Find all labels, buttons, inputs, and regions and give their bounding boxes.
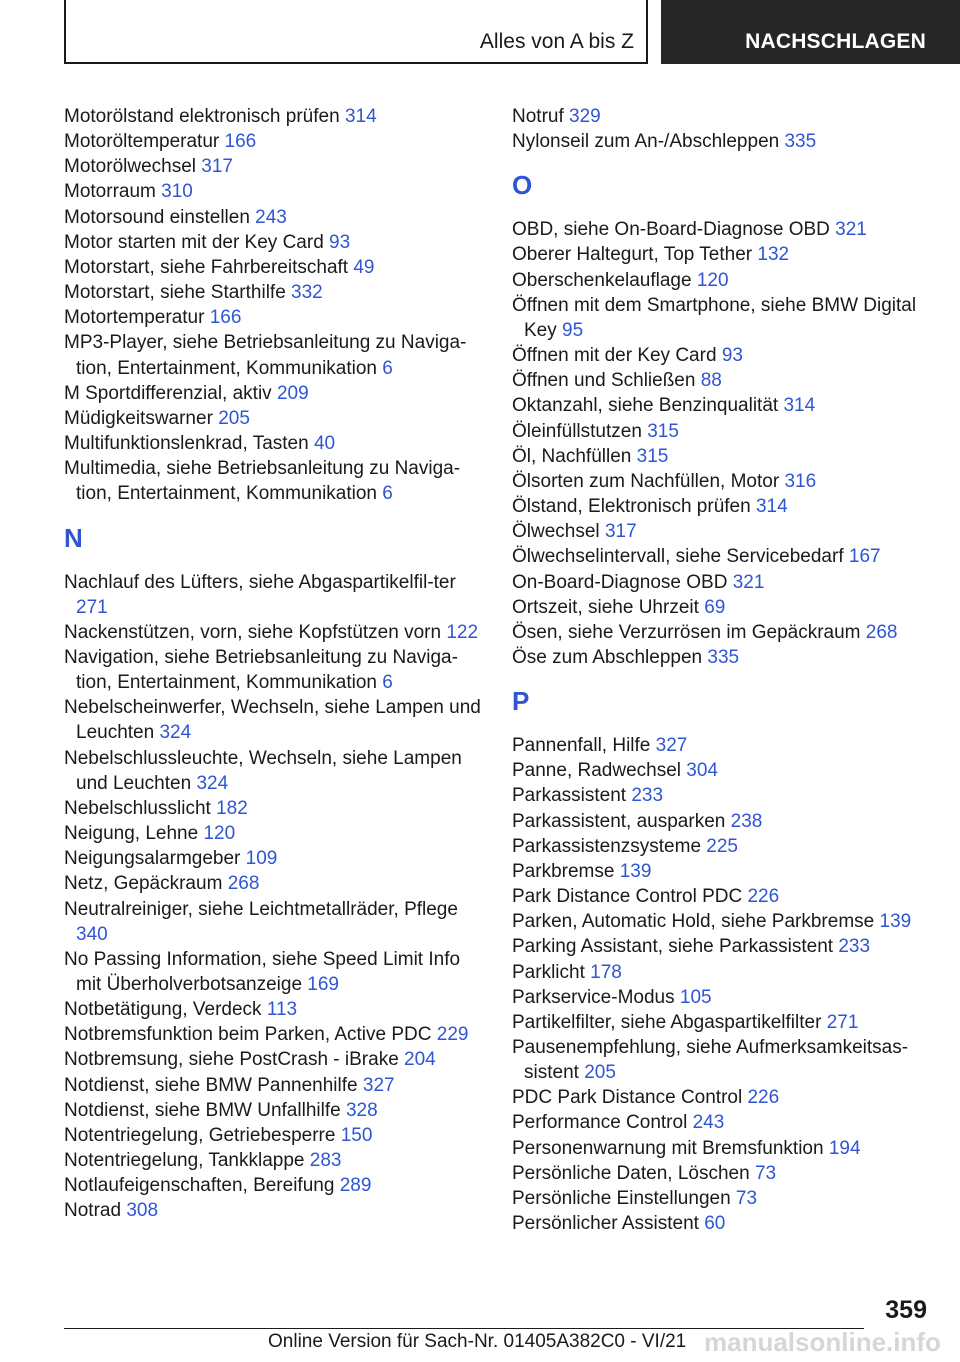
page-reference-link[interactable]: 40 — [313, 433, 336, 455]
index-entry-text: Park Distance Control PDC — [512, 886, 743, 908]
page-reference-link[interactable]: 120 — [696, 269, 729, 291]
page-reference-link[interactable]: 243 — [255, 206, 287, 228]
index-entry-text: Notruf — [512, 106, 564, 127]
index-entry — [512, 1186, 932, 1211]
page-reference-link[interactable]: 194 — [828, 1137, 861, 1159]
header-chapter-tab — [661, 0, 960, 64]
index-entry-text: Öffnen mit dem Smartphone, siehe BMW Digital Key — [512, 294, 917, 341]
index-entry — [64, 179, 484, 204]
index-entry — [64, 456, 484, 506]
page-reference-link[interactable]: 327 — [362, 1074, 395, 1096]
header-section-box — [64, 0, 648, 64]
index-entry — [64, 280, 484, 305]
index-entry-text: Ölstand, Elektronisch prüfen — [512, 496, 751, 518]
page-reference-link[interactable]: 49 — [353, 256, 375, 278]
page-reference-link[interactable]: 233 — [838, 936, 871, 958]
page-reference-link[interactable]: 178 — [590, 961, 622, 983]
index-letter-heading: O — [512, 170, 533, 201]
index-entry — [64, 1047, 484, 1072]
index-entry-text: Notbremsung, siehe PostCrash - iBrake — [64, 1049, 399, 1071]
index-entry — [512, 1035, 932, 1085]
index-entry — [64, 230, 484, 255]
index-entry-text: Persönliche Einstellungen — [512, 1187, 731, 1209]
index-entry — [64, 1022, 484, 1047]
index-entry — [512, 1010, 932, 1035]
page-reference-link[interactable]: 139 — [619, 860, 652, 882]
index-entry — [512, 884, 932, 909]
index-entry — [64, 129, 484, 154]
index-entry — [512, 1110, 932, 1135]
index-entry — [64, 1073, 484, 1098]
page-reference-link[interactable]: 120 — [203, 823, 236, 845]
index-entry — [512, 934, 932, 959]
index-entry-text: Öleinfüllstutzen — [512, 420, 642, 442]
page-reference-link[interactable]: 93 — [721, 345, 743, 367]
page-reference-link[interactable]: 329 — [569, 106, 601, 127]
index-entry — [64, 431, 484, 456]
index-entry — [64, 1098, 484, 1123]
index-entry — [64, 1198, 484, 1223]
index-entry — [512, 595, 932, 620]
index-entry — [64, 205, 484, 230]
index-entry-text: Öffnen mit der Key Card — [512, 345, 717, 367]
page-reference-link[interactable]: 321 — [732, 571, 765, 593]
index-entry-text: Multimedia, siehe Betriebsanleitung zu Naviga‐tion, Entertainment, Kommunikation — [64, 458, 461, 505]
page-reference-link[interactable]: 283 — [309, 1150, 342, 1172]
index-entry-text: Motorraum — [64, 181, 156, 203]
index-entry-text: Partikelfilter, siehe Abgaspartikelfilter — [512, 1011, 822, 1033]
index-entry-text: Müdigkeitswarner — [64, 407, 213, 429]
index-entry — [512, 129, 932, 154]
index-entry-text: Ölsorten zum Nachfüllen, Motor — [512, 470, 780, 492]
index-entry-text: Motorölstand elektronisch prüfen — [64, 106, 340, 127]
page-reference-link[interactable]: 166 — [209, 307, 242, 329]
page-reference-link[interactable]: 335 — [784, 131, 817, 153]
index-entry-text: Pausenempfehlung, siehe Aufmerksamkeitsas‐sistent — [512, 1037, 909, 1084]
index-entry-text: Notdienst, siehe BMW Unfallhilfe — [64, 1099, 341, 1121]
index-entry-text: Notdienst, siehe BMW Pannenhilfe — [64, 1074, 358, 1096]
index-entry-text: Parkassistent, ausparken — [512, 810, 726, 832]
index-entry-text: Motorstart, siehe Starthilfe — [64, 282, 286, 304]
index-entry-text: Parkassistenzsysteme — [512, 835, 702, 857]
index-entry-text: Nebelschlusslicht — [64, 797, 211, 819]
index-entry — [512, 1211, 932, 1236]
page-reference-link[interactable]: 289 — [339, 1175, 372, 1197]
index-entry-text: Nebelscheinwerfer, Wechseln, siehe Lampen und Leuchten — [64, 697, 481, 744]
index-entry — [512, 620, 932, 645]
index-entry-text: Navigation, siehe Betriebsanleitung zu Naviga‐tion, Entertainment, Kommunikation — [64, 646, 458, 694]
index-entry — [512, 909, 932, 934]
page-reference-link[interactable]: 6 — [382, 357, 393, 379]
page-reference-link[interactable]: 139 — [879, 911, 912, 933]
index-entry — [512, 343, 932, 368]
index-entry — [512, 645, 932, 670]
page-reference-link[interactable]: 271 — [76, 596, 108, 618]
index-entry-text: Motortemperatur — [64, 307, 205, 329]
index-entry — [64, 897, 484, 947]
page-reference-link[interactable]: 6 — [382, 483, 393, 505]
index-entry-text: Neigung, Lehne — [64, 823, 199, 845]
page-reference-link[interactable]: 310 — [161, 181, 193, 203]
index-entry — [64, 997, 484, 1022]
index-entry-text: Notentriegelung, Tankklappe — [64, 1150, 305, 1172]
index-entry-text: Öffnen und Schließen — [512, 370, 696, 392]
index-entry — [512, 834, 932, 859]
index-entry-text: Performance Control — [512, 1112, 688, 1134]
index-entry — [64, 1123, 484, 1148]
index-entry-text: Notbremsfunktion beim Parken, Active PDC — [64, 1024, 432, 1046]
page-reference-link[interactable]: 324 — [159, 722, 192, 744]
index-entry-text: Nackenstützen, vorn, siehe Kopfstützen vorn — [64, 621, 442, 643]
page-reference-link[interactable]: 73 — [754, 1162, 777, 1184]
index-entry-text: Neutralreiniger, siehe Leichtmetallräder, Pflege — [64, 898, 458, 920]
index-entry — [512, 444, 932, 469]
index-entry — [512, 1085, 932, 1110]
page-reference-link[interactable]: 95 — [562, 319, 584, 341]
index-entry — [512, 494, 932, 519]
page-reference-link[interactable]: 268 — [865, 621, 898, 643]
index-entry-text: Panne, Radwechsel — [512, 760, 681, 782]
index-entry — [512, 544, 932, 569]
page-reference-link[interactable]: 328 — [345, 1099, 378, 1121]
index-entry — [512, 368, 932, 393]
index-entry — [512, 960, 932, 985]
page-reference-link[interactable]: 169 — [307, 974, 339, 995]
page-reference-link[interactable]: 60 — [704, 1213, 726, 1235]
index-entry — [64, 620, 484, 645]
index-entry-text: Motor starten mit der Key Card — [64, 231, 324, 253]
index-entry-text: No Passing Information, siehe Speed Limit Info mit Überholverbotsanzeige — [64, 948, 461, 995]
index-entry-text: Parkservice-Modus — [512, 986, 675, 1008]
index-entry-text: PDC Park Distance Control — [512, 1087, 743, 1109]
index-entry-text: Notentriegelung, Getriebesperre — [64, 1124, 336, 1146]
page-reference-link[interactable]: 182 — [216, 797, 248, 819]
page-reference-link[interactable]: 315 — [647, 420, 679, 442]
page-reference-link[interactable]: 150 — [340, 1124, 373, 1146]
index-entry — [512, 419, 932, 444]
index-entry — [512, 519, 932, 544]
page-reference-link[interactable]: 335 — [707, 646, 740, 668]
page-reference-link[interactable]: 268 — [227, 873, 260, 895]
index-entry-text: Personenwarnung mit Bremsfunktion — [512, 1137, 824, 1159]
page-reference-link[interactable]: 243 — [692, 1112, 725, 1134]
index-column-left — [64, 104, 484, 1224]
page-reference-link[interactable]: 238 — [730, 810, 763, 832]
page-reference-link[interactable]: 209 — [276, 382, 309, 404]
page-reference-link[interactable]: 233 — [631, 785, 664, 807]
page-reference-link[interactable]: 93 — [329, 231, 351, 253]
index-entry — [512, 469, 932, 494]
page-reference-link[interactable]: 88 — [700, 370, 722, 392]
index-entry — [64, 255, 484, 280]
index-entry-text: Oberer Haltegurt, Top Tether — [512, 244, 753, 266]
index-entry — [512, 242, 932, 267]
index-entry-text: Persönliche Daten, Löschen — [512, 1162, 750, 1184]
index-entry — [512, 985, 932, 1010]
page-reference-link[interactable]: 105 — [679, 986, 712, 1008]
index-column-right — [512, 104, 932, 1236]
index-entry — [64, 305, 484, 330]
index-entry — [64, 330, 484, 380]
page-reference-link[interactable]: 205 — [584, 1062, 616, 1084]
index-entry — [64, 821, 484, 846]
page-reference-link[interactable]: 327 — [655, 735, 688, 757]
index-entry — [64, 1148, 484, 1173]
index-entry — [64, 1173, 484, 1198]
page-reference-link[interactable]: 314 — [783, 395, 816, 417]
page-reference-link[interactable]: 229 — [436, 1024, 469, 1046]
page-reference-link[interactable]: 226 — [747, 886, 780, 908]
page-reference-link[interactable]: 314 — [344, 106, 377, 127]
index-entry — [512, 1161, 932, 1186]
page-reference-link[interactable]: 204 — [404, 1049, 436, 1071]
index-entry — [64, 947, 484, 997]
page-reference-link[interactable]: 314 — [755, 496, 788, 518]
index-entry — [64, 154, 484, 179]
index-entry — [512, 733, 932, 758]
page-reference-link[interactable]: 315 — [636, 445, 669, 467]
index-entry-text: Öse zum Abschleppen — [512, 646, 703, 668]
index-entry-text: Persönlicher Assistent — [512, 1213, 699, 1235]
header-chapter-title: NACHSCHLAGEN — [745, 30, 926, 53]
index-entry — [64, 871, 484, 896]
index-letter-heading: N — [64, 522, 83, 553]
page-reference-link[interactable]: 271 — [826, 1011, 859, 1033]
index-entry — [64, 846, 484, 871]
index-entry-text: Notlaufeigenschaften, Bereifung — [64, 1175, 335, 1197]
index-entry-text: Oktanzahl, siehe Benzinqualität — [512, 395, 779, 417]
index-entry-text: M Sportdifferenzial, aktiv — [64, 382, 272, 404]
index-entry-text: Nylonseil zum An-/Abschleppen — [512, 131, 780, 153]
page-reference-link[interactable]: 113 — [266, 999, 298, 1021]
index-entry-text: Nebelschlussleuchte, Wechseln, siehe Lampen und Leuchten — [64, 747, 462, 794]
page-reference-link[interactable]: 109 — [245, 848, 278, 870]
index-entry-text: Ölwechsel — [512, 521, 600, 543]
index-entry-text: MP3-Player, siehe Betriebsanleitung zu Naviga‐tion, Entertainment, Kommunikation — [64, 332, 467, 379]
page-reference-link[interactable]: 317 — [604, 521, 637, 543]
page-reference-link[interactable]: 304 — [686, 760, 718, 782]
page-reference-link[interactable]: 225 — [706, 835, 738, 857]
index-entry — [64, 746, 484, 796]
page-reference-link[interactable]: 316 — [784, 470, 817, 492]
index-entry — [512, 570, 932, 595]
page-reference-link[interactable]: 122 — [446, 621, 479, 643]
index-entry — [512, 859, 932, 884]
index-entry — [64, 406, 484, 431]
index-entry-text: Parklicht — [512, 961, 585, 983]
index-entry-text: Neigungsalarmgeber — [64, 848, 241, 870]
index-entry — [512, 393, 932, 418]
index-entry — [64, 796, 484, 821]
index-entry — [512, 293, 932, 343]
watermark: manualsonline.info — [704, 1327, 941, 1357]
index-letter-heading: P — [512, 686, 530, 717]
index-entry — [64, 570, 484, 620]
page-reference-link[interactable]: 166 — [224, 131, 257, 153]
header-section-title: Alles von A bis Z — [479, 30, 634, 53]
index-entry-text: Öl, Nachfüllen — [512, 445, 632, 467]
index-entry-text: Parking Assistant, siehe Parkassistent — [512, 936, 834, 958]
page-reference-link[interactable]: 226 — [747, 1087, 780, 1109]
index-entry-text: Notbetätigung, Verdeck — [64, 999, 262, 1021]
page-number: 359 — [885, 1296, 927, 1324]
index-entry-text: Motorölwechsel — [64, 156, 196, 178]
index-entry — [512, 783, 932, 808]
index-entry-text: On-Board-Diagnose OBD — [512, 571, 728, 593]
page-reference-link[interactable]: 69 — [704, 596, 726, 618]
index-entry-text: Notrad — [64, 1200, 122, 1222]
index-entry-text: Nachlauf des Lüfters, siehe Abgaspartikelfil‐ter — [64, 571, 456, 593]
index-entry — [64, 695, 484, 745]
page-reference-link[interactable]: 205 — [218, 407, 250, 429]
page-reference-link[interactable]: 321 — [835, 219, 867, 241]
index-entry — [64, 104, 484, 129]
index-entry-text: Motorstart, siehe Fahrbereitschaft — [64, 256, 349, 278]
index-entry — [512, 104, 932, 129]
index-entry — [512, 1136, 932, 1161]
page-reference-link[interactable]: 340 — [76, 923, 108, 945]
index-entry-text: Oberschenkelauflage — [512, 269, 692, 291]
index-entry-text: Motoröltemperatur — [64, 131, 220, 153]
index-entry — [64, 645, 484, 695]
index-entry-text: Netz, Gepäckraum — [64, 873, 223, 895]
index-entry-text: Parkassistent — [512, 785, 627, 807]
index-entry — [512, 268, 932, 293]
page-reference-link[interactable]: 167 — [848, 546, 881, 568]
index-entry — [512, 758, 932, 783]
footer-text: Online Version für Sach-Nr. 01405A382C0 - VI/21 — [268, 1331, 687, 1352]
index-entry-text: Pannenfall, Hilfe — [512, 735, 651, 757]
index-entry — [64, 381, 484, 406]
page-reference-link[interactable]: 6 — [382, 672, 393, 694]
index-entry-text: Motorsound einstellen — [64, 206, 250, 228]
index-entry-text: Parken, Automatic Hold, siehe Parkbremse — [512, 911, 875, 933]
page-reference-link[interactable]: 308 — [126, 1200, 159, 1222]
index-entry-text: Ölwechselintervall, siehe Servicebedarf — [512, 546, 844, 568]
index-entry-text: Ösen, siehe Verzurrösen im Gepäckraum — [512, 621, 861, 643]
index-entry-text: Parkbremse — [512, 860, 615, 882]
page-reference-link[interactable]: 332 — [291, 282, 323, 304]
page-reference-link[interactable]: 132 — [757, 244, 790, 266]
index-entry-text: Ortszeit, siehe Uhrzeit — [512, 596, 699, 618]
index-entry-text: Multifunktionslenkrad, Tasten — [64, 433, 309, 455]
index-entry — [512, 217, 932, 242]
page-reference-link[interactable]: 73 — [735, 1187, 758, 1209]
page-reference-link[interactable]: 317 — [201, 156, 233, 178]
index-entry — [512, 809, 932, 834]
index-entry-text: OBD, siehe On-Board-Diagnose OBD — [512, 219, 830, 241]
page-reference-link[interactable]: 324 — [196, 772, 229, 794]
